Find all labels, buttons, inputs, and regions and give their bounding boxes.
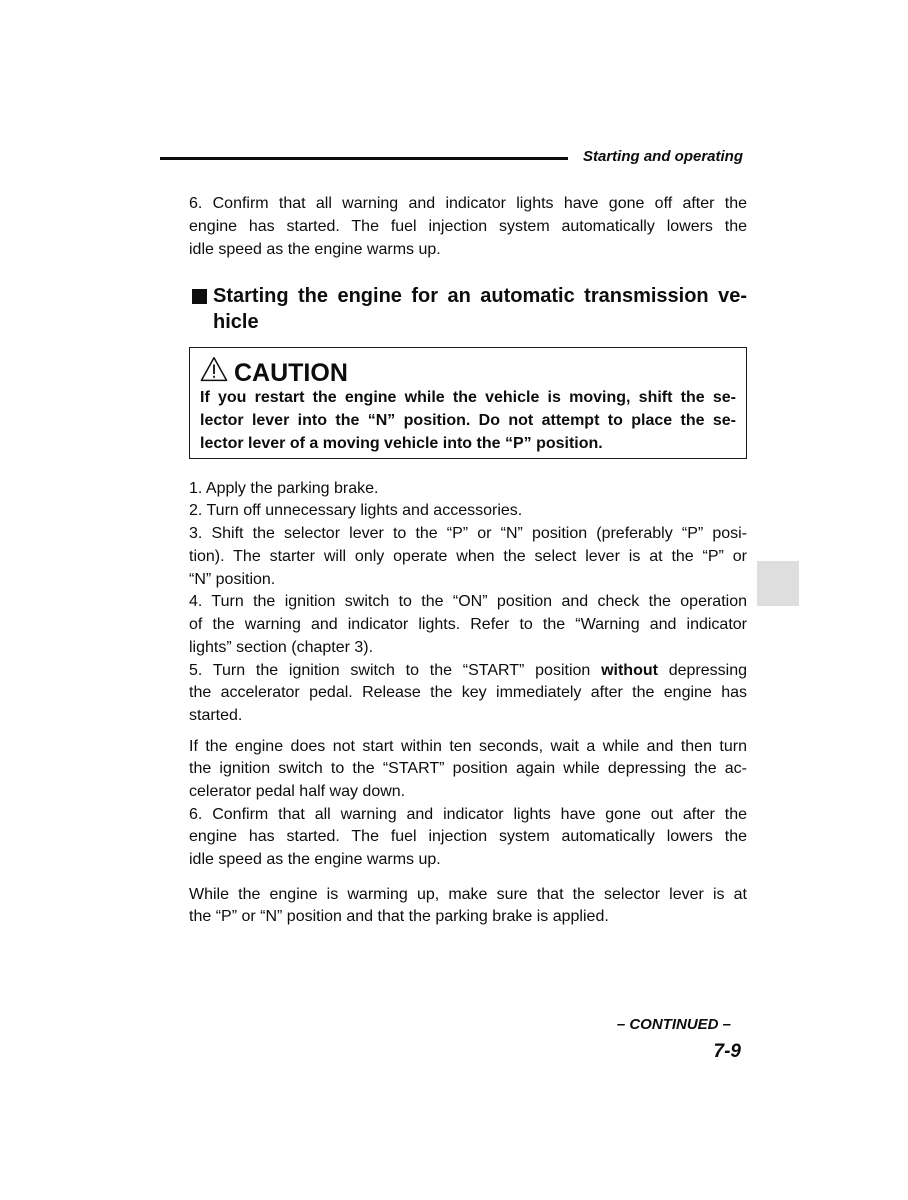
note-and-step-6 (189, 736, 747, 872)
caution-line: If you restart the engine while the vehicle is moving, shift the se- (200, 388, 736, 406)
note-line: celerator pedal half way down. (189, 782, 406, 800)
step-5-text: 5. Turn the ignition switch to the “START” position (189, 661, 602, 679)
chapter-tab (757, 561, 799, 606)
step-4-line: of the warning and indicator lights. Refer to the “Warning and indicator (189, 616, 747, 633)
intro-paragraph (189, 192, 747, 261)
caution-line: lector lever into the “N” position. Do not attempt to place the se- (200, 411, 736, 429)
step-3-line: “N” position. (189, 570, 276, 588)
page-number: 7-9 (713, 1041, 741, 1062)
step-6-line: 6. Confirm that all warning and indicator lights have gone out after the (189, 805, 747, 823)
heading-line: hicle (213, 311, 259, 333)
caution-text (200, 386, 736, 455)
step-3-line: 3. Shift the selector lever to the “P” or “N” position (preferably “P” posi- (189, 525, 747, 542)
intro-line: idle speed as the engine warms up. (189, 240, 441, 258)
step-5-line: started. (189, 707, 243, 724)
caution-title: CAUTION (234, 359, 348, 387)
step-4-line: lights” section (chapter 3). (189, 638, 374, 656)
step-6-line: idle speed as the engine warms up. (189, 850, 441, 868)
step-3-line: tion). The starter will only operate when the select lever is at the “P” or (189, 547, 747, 565)
step-1-line: 1. Apply the parking brake. (189, 479, 379, 497)
steps-list (189, 478, 747, 728)
caution-line: lector lever of a moving vehicle into the “P” position. (200, 434, 603, 452)
note-line: the ignition switch to the “START” position again while depressing the ac- (189, 760, 747, 778)
step-5-emphasis: without (601, 661, 658, 679)
header-rule (160, 157, 568, 160)
step-2-line: 2. Turn off unnecessary lights and accessories. (189, 502, 523, 520)
step-4-line: 4. Turn the ignition switch to the “ON” position and check the operation (189, 593, 747, 611)
caution-box (189, 347, 747, 459)
note-line: If the engine does not start within ten seconds, wait a while and then turn (189, 737, 747, 755)
continued-label: – CONTINUED – (616, 1016, 731, 1033)
warning-triangle-icon (200, 356, 228, 382)
intro-line: engine has started. The fuel injection system automatically lowers the (189, 217, 747, 235)
closing-line: the “P” or “N” position and that the parking brake is applied. (189, 908, 609, 925)
square-bullet-icon (192, 289, 207, 304)
closing-line: While the engine is warming up, make sure that the selector lever is at (189, 885, 747, 903)
heading-line: Starting the engine for an automatic transmission ve- (213, 285, 747, 307)
step-6-line: engine has started. The fuel injection system automatically lowers the (189, 828, 747, 846)
closing-paragraph (189, 884, 747, 929)
step-5-line (189, 660, 747, 683)
step-5-text: depressing (657, 661, 747, 679)
intro-line: 6. Confirm that all warning and indicator lights have gone off after the (189, 194, 747, 212)
section-heading (213, 283, 747, 335)
section-title: Starting and operating (582, 148, 743, 165)
step-5-line: the accelerator pedal. Release the key immediately after the engine has (189, 684, 747, 702)
